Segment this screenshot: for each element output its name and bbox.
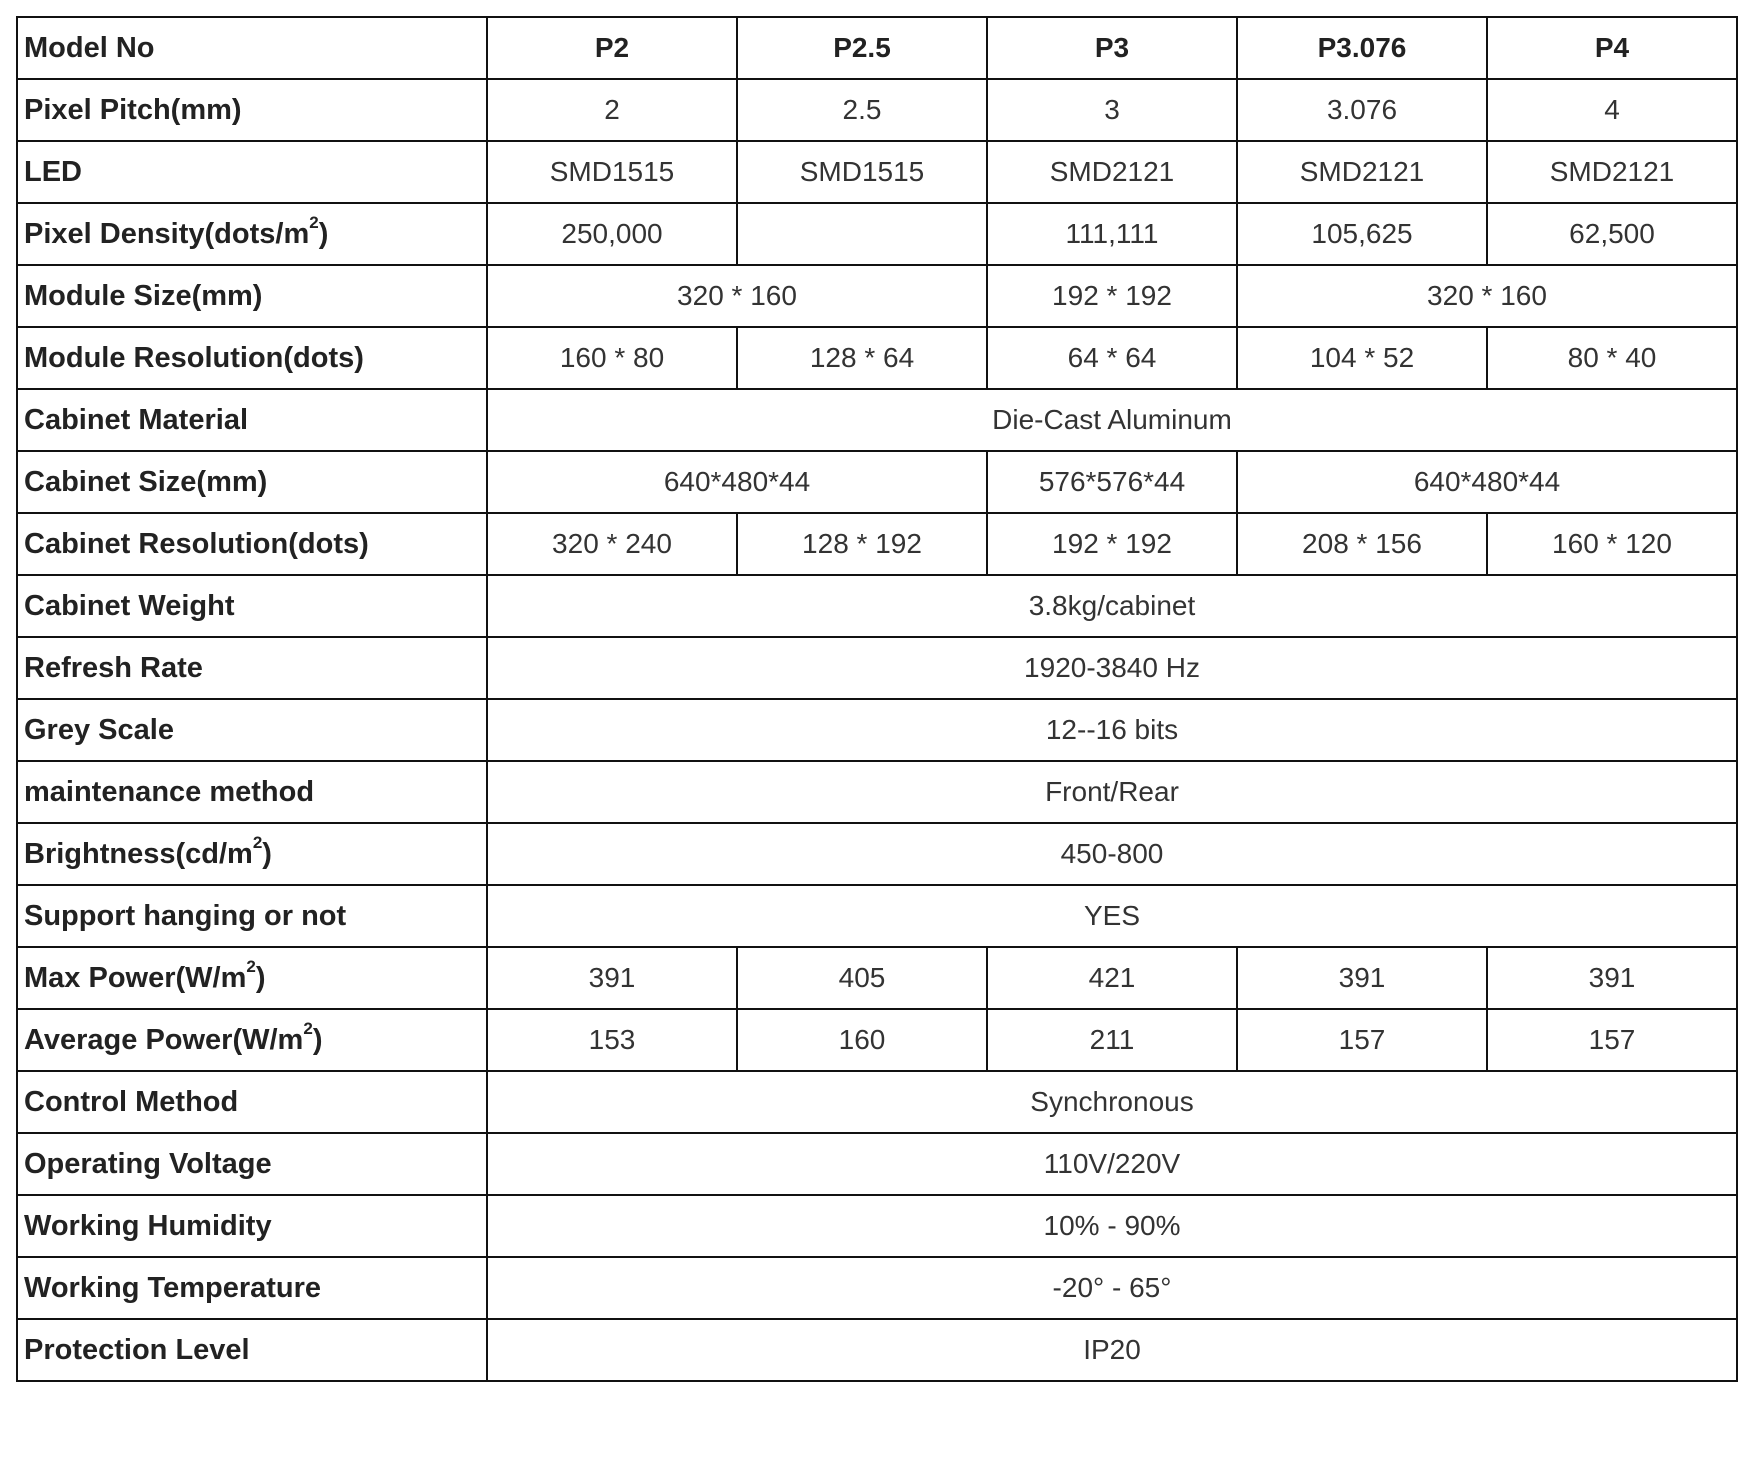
row-label [17, 1133, 487, 1195]
row-label [17, 265, 487, 327]
spec-value-cell: 250,000 [487, 203, 737, 265]
table-row [17, 947, 1737, 1009]
row-label [17, 327, 487, 389]
row-label [17, 575, 487, 637]
row-label-text: Cabinet Material [24, 403, 248, 436]
spec-value-cell: 160 * 120 [1487, 513, 1737, 575]
row-label-text: Pixel Pitch(mm) [24, 93, 242, 126]
row-label [17, 699, 487, 761]
unit-superscript: 2 [252, 832, 263, 852]
spec-value-cell: 62,500 [1487, 203, 1737, 265]
row-label-text: Module Size(mm) [24, 279, 263, 312]
model-header: P3.076 [1237, 17, 1487, 79]
spec-value-cell: Synchronous [487, 1071, 1737, 1133]
spec-value-cell: Die-Cast Aluminum [487, 389, 1737, 451]
spec-value-cell: SMD1515 [737, 141, 987, 203]
row-label-text: Control Method [24, 1085, 239, 1118]
spec-value-cell: 1920-3840 Hz [487, 637, 1737, 699]
spec-value-cell: 157 [1237, 1009, 1487, 1071]
spec-value-cell: 192 * 192 [987, 513, 1237, 575]
table-row [17, 637, 1737, 699]
row-label [17, 141, 487, 203]
spec-value-cell: 640*480*44 [1237, 451, 1737, 513]
model-header: P3 [987, 17, 1237, 79]
spec-value-cell: 450-800 [487, 823, 1737, 885]
table-row [17, 1195, 1737, 1257]
spec-value-cell: SMD2121 [987, 141, 1237, 203]
row-label-text: Working Temperature [24, 1271, 322, 1304]
row-label-text: Operating Voltage [24, 1147, 272, 1180]
row-label [17, 451, 487, 513]
row-label-text: Cabinet Size(mm) [24, 465, 268, 498]
row-label-text: Working Humidity [24, 1209, 272, 1242]
spec-value-cell: 111,111 [987, 203, 1237, 265]
spec-value-cell: SMD2121 [1487, 141, 1737, 203]
spec-value-cell: 2.5 [737, 79, 987, 141]
spec-value-cell: 105,625 [1237, 203, 1487, 265]
spec-value-cell: 391 [1237, 947, 1487, 1009]
row-label-suffix: ) [262, 837, 272, 870]
table-row [17, 389, 1737, 451]
row-label-suffix: ) [255, 961, 266, 994]
row-label [17, 1071, 487, 1133]
row-label [17, 1319, 487, 1381]
row-label-text: Brightness(cd/m [24, 837, 253, 870]
spec-value-cell: 640*480*44 [487, 451, 987, 513]
table-row [17, 513, 1737, 575]
row-label-text: Average Power(W/m [24, 1023, 304, 1056]
spec-value-cell [737, 203, 987, 265]
row-label-text: Cabinet Resolution(dots) [24, 527, 369, 560]
spec-value-cell: 576*576*44 [987, 451, 1237, 513]
table-row [17, 265, 1737, 327]
spec-value-cell: 128 * 192 [737, 513, 987, 575]
spec-value-cell: 104 * 52 [1237, 327, 1487, 389]
spec-value-cell: 421 [987, 947, 1237, 1009]
table-row [17, 885, 1737, 947]
row-label-suffix: ) [312, 1023, 323, 1056]
model-header: P2.5 [737, 17, 987, 79]
table-row [17, 1009, 1737, 1071]
header-label: Model No [17, 17, 487, 79]
table-row [17, 79, 1737, 141]
spec-table [16, 16, 1738, 1382]
row-label-text: Grey Scale [24, 713, 174, 746]
row-label [17, 637, 487, 699]
table-row [17, 823, 1737, 885]
spec-value-cell: 12--16 bits [487, 699, 1737, 761]
table-row [17, 1319, 1737, 1381]
spec-value-cell: 153 [487, 1009, 737, 1071]
row-label-text: Refresh Rate [24, 651, 203, 684]
spec-value-cell: 160 * 80 [487, 327, 737, 389]
table-row [17, 327, 1737, 389]
row-label-text: Protection Level [24, 1333, 250, 1366]
spec-value-cell: 64 * 64 [987, 327, 1237, 389]
spec-value-cell: 391 [487, 947, 737, 1009]
spec-value-cell: Front/Rear [487, 761, 1737, 823]
row-label-suffix: ) [318, 217, 329, 250]
spec-value-cell: IP20 [487, 1319, 1737, 1381]
row-label [17, 389, 487, 451]
spec-value-cell: 157 [1487, 1009, 1737, 1071]
unit-superscript: 2 [246, 956, 256, 976]
row-label [17, 947, 487, 1009]
row-label [17, 1257, 487, 1319]
spec-value-cell: 110V/220V [487, 1133, 1737, 1195]
spec-value-cell: 320 * 160 [1237, 265, 1737, 327]
spec-value-cell: 211 [987, 1009, 1237, 1071]
spec-value-cell: 4 [1487, 79, 1737, 141]
spec-value-cell: 208 * 156 [1237, 513, 1487, 575]
row-label-text: Support hanging or not [24, 899, 347, 932]
row-label-text: Max Power(W/m [24, 961, 247, 994]
row-label [17, 823, 487, 885]
spec-value-cell: 320 * 240 [487, 513, 737, 575]
spec-value-cell: 10% - 90% [487, 1195, 1737, 1257]
table-row [17, 1133, 1737, 1195]
unit-superscript: 2 [303, 1018, 313, 1038]
spec-value-cell: 192 * 192 [987, 265, 1237, 327]
table-row [17, 451, 1737, 513]
spec-value-cell: SMD1515 [487, 141, 737, 203]
row-label [17, 761, 487, 823]
model-header: P4 [1487, 17, 1737, 79]
row-label-text: Module Resolution(dots) [24, 341, 364, 374]
spec-value-cell: 391 [1487, 947, 1737, 1009]
row-label-text: LED [24, 155, 82, 188]
spec-value-cell: 80 * 40 [1487, 327, 1737, 389]
row-label [17, 203, 487, 265]
spec-value-cell: 320 * 160 [487, 265, 987, 327]
row-label [17, 513, 487, 575]
row-label-text: Cabinet Weight [24, 589, 235, 622]
table-row [17, 141, 1737, 203]
header-row [17, 17, 1737, 79]
row-label [17, 1195, 487, 1257]
table-row [17, 575, 1737, 637]
spec-value-cell: SMD2121 [1237, 141, 1487, 203]
row-label [17, 79, 487, 141]
spec-value-cell: 2 [487, 79, 737, 141]
spec-value-cell: 128 * 64 [737, 327, 987, 389]
spec-value-cell: 160 [737, 1009, 987, 1071]
table-row [17, 1257, 1737, 1319]
table-row [17, 1071, 1737, 1133]
table-row [17, 761, 1737, 823]
spec-value-cell: 3.8kg/cabinet [487, 575, 1737, 637]
row-label-text: maintenance method [24, 775, 315, 808]
row-label [17, 1009, 487, 1071]
unit-superscript: 2 [309, 212, 319, 232]
row-label [17, 885, 487, 947]
spec-value-cell: 3 [987, 79, 1237, 141]
table-row [17, 203, 1737, 265]
spec-value-cell: 3.076 [1237, 79, 1487, 141]
model-header: P2 [487, 17, 737, 79]
table-row [17, 699, 1737, 761]
row-label-text: Pixel Density(dots/m [24, 217, 310, 250]
spec-value-cell: 405 [737, 947, 987, 1009]
spec-value-cell: -20° - 65° [487, 1257, 1737, 1319]
spec-value-cell: YES [487, 885, 1737, 947]
